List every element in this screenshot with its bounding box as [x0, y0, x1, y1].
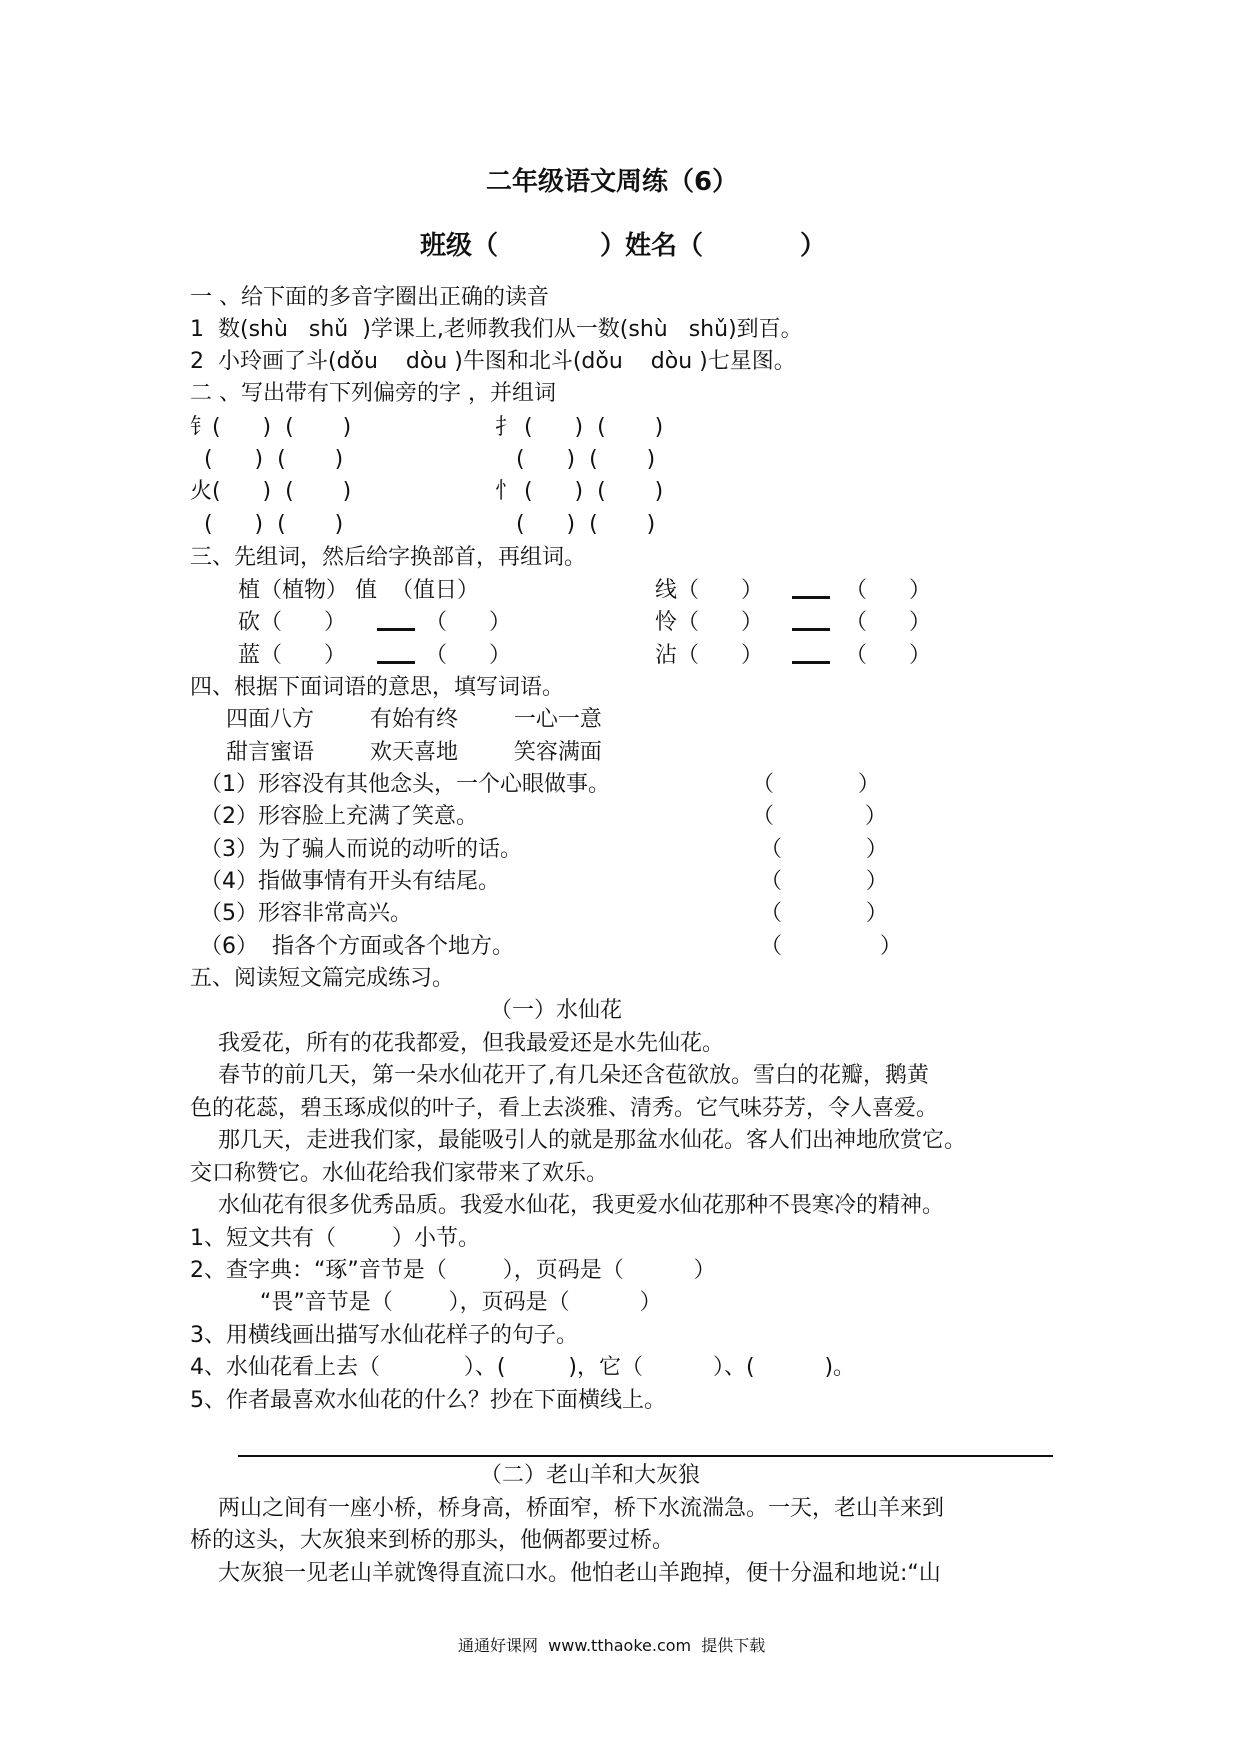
- section5-heading: 五、阅读短文篇完成练习。: [190, 966, 455, 991]
- passage1-title: （一）水仙花: [490, 998, 623, 1023]
- s4-answer-paren: （ ）: [760, 869, 888, 894]
- s3-row3-left-a: 蓝（ ）: [238, 643, 346, 668]
- section1-heading: 一 、给下面的多音字圈出正确的读音: [190, 285, 549, 310]
- s3-row2-right-a: 怜（ ）: [655, 610, 763, 635]
- passage2-line: 桥的这头，大灰狼来到桥的那头，他俩都要过桥。: [190, 1528, 675, 1553]
- page-title: 二年级语文周练（6）: [486, 167, 739, 197]
- s3-row1-right-a: 线（ ）: [655, 578, 763, 603]
- passage2-title: （二）老山羊和大灰狼: [480, 1463, 701, 1488]
- s3-row2-left-b: （ ）: [425, 610, 511, 635]
- passage2-line: 大灰狼一见老山羊就馋得直流口水。他怕老山羊跑掉，便十分温和地说:“山: [190, 1561, 941, 1586]
- section4-heading: 四、根据下面词语的意思，填写词语。: [190, 675, 565, 700]
- s3-row2-left-a: 砍（ ）: [238, 610, 346, 635]
- radical-row-left: ( ) ( ): [190, 512, 344, 537]
- s3-row3-left-b: （ ）: [425, 643, 511, 668]
- radical-row-left: ( ) ( ): [190, 447, 344, 472]
- s4-question: （6） 指各个方面或各个地方。: [200, 934, 514, 959]
- fill-blank: [792, 596, 830, 599]
- s4-question: （3）为了骗人而说的动听的话。: [200, 837, 522, 862]
- fill-blank: [377, 661, 415, 664]
- fill-blank: [792, 628, 830, 631]
- s4-answer-paren: （ ）: [760, 901, 888, 926]
- radical-row-left: 火( ) ( ): [190, 479, 352, 504]
- radical-row-right: ( ) ( ): [495, 447, 656, 472]
- answer-line: [238, 1455, 1053, 1457]
- name-close: ）: [800, 231, 827, 261]
- s3-row1-left: 植（植物） 值 （值日）: [238, 578, 479, 603]
- s4-question: （1）形容没有其他念头，一个心眼做事。: [200, 772, 610, 797]
- radical-row-right: 忄 ( ) ( ): [495, 479, 664, 504]
- section2-heading: 二 、写出带有下列偏旁的字 ，并组词: [190, 381, 556, 406]
- s3-row2-right-b: （ ）: [845, 610, 931, 635]
- s1-question-1: 1 数(shù shǔ )学课上,老师教我们从一数(shù shǔ)到百。: [190, 317, 803, 342]
- radical-row-right: ( ) ( ): [495, 512, 656, 537]
- s1-question-2: 2 小玲画了斗(dǒu dòu )牛图和北斗(dǒu dòu )七星图。: [190, 349, 796, 374]
- s4-answer-paren: （ ）: [752, 804, 887, 829]
- passage1-line: 春节的前几天，第一朵水仙花开了,有几朵还含苞欲放。雪白的花瓣，鹅黄: [190, 1063, 929, 1088]
- s3-row3-right-a: 沾（ ）: [655, 643, 763, 668]
- s5-question: “畏”音节是（ ），页码是（ ）: [190, 1290, 662, 1315]
- s5-question: 5、作者最喜欢水仙花的什么？抄在下面横线上。: [190, 1388, 666, 1413]
- class-label: 班级（: [420, 231, 499, 261]
- passage1-line: 交口称赞它。水仙花给我们家带来了欢乐。: [190, 1161, 609, 1186]
- s4-answer-paren: （ ）: [760, 837, 888, 862]
- s5-question: 4、水仙花看上去（ ）、( )，它（ ）、( )。: [190, 1355, 856, 1380]
- class-close: ）: [600, 231, 627, 261]
- s5-question: 2、查字典：“琢”音节是（ ），页码是（ ）: [190, 1258, 716, 1283]
- s4-question: （4）指做事情有开头有结尾。: [200, 869, 500, 894]
- passage1-line: 那几天，走进我们家，最能吸引人的就是那盆水仙花。客人们出神地欣赏它。: [190, 1128, 966, 1153]
- s4-question: （2）形容脸上充满了笑意。: [200, 804, 478, 829]
- passage1-line: 我爱花，所有的花我都爱，但我最爱还是水先仙花。: [190, 1031, 724, 1056]
- radical-row-left: 钅( ) ( ): [190, 415, 352, 440]
- passage1-line: 色的花蕊，碧玉琢成似的叶子，看上去淡雅、清秀。它气味芬芳，令人喜爱。: [190, 1096, 939, 1121]
- section3-heading: 三、先组词，然后给字换部首，再组词。: [190, 545, 587, 570]
- radical-row-right: 扌 ( ) ( ): [495, 415, 664, 440]
- word-bank-row-2: 甜言蜜语 欢天喜地 笑容满面: [226, 740, 602, 765]
- s5-question: 1、短文共有（ ）小节。: [190, 1226, 480, 1251]
- page-footer: 通通好课网 www.tthaoke.com 提供下载: [458, 1636, 766, 1655]
- fill-blank: [377, 628, 415, 631]
- fill-blank: [792, 661, 830, 664]
- passage1-line: 水仙花有很多优秀品质。我爱水仙花，我更爱水仙花那种不畏寒冷的精神。: [190, 1193, 944, 1218]
- s4-question: （5）形容非常高兴。: [200, 901, 412, 926]
- s3-row1-right-b: （ ）: [845, 578, 931, 603]
- passage2-line: 两山之间有一座小桥，桥身高，桥面窄，桥下水流湍急。一天，老山羊来到: [190, 1496, 944, 1521]
- s3-row3-right-b: （ ）: [845, 643, 931, 668]
- s4-answer-paren: （ ）: [752, 772, 880, 797]
- name-label: 姓名（: [625, 231, 704, 261]
- word-bank-row-1: 四面八方 有始有终 一心一意: [226, 707, 602, 732]
- s5-question: 3、用横线画出描写水仙花样子的句子。: [190, 1323, 578, 1348]
- s4-answer-paren: （ ）: [760, 934, 902, 959]
